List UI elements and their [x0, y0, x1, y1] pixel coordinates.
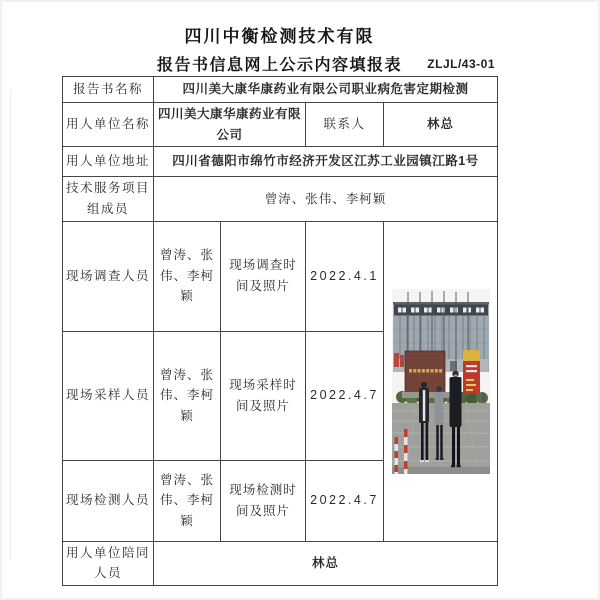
row-escort — [63, 541, 498, 585]
row-report-name — [63, 77, 498, 103]
survey-label: 现场调查人员 — [63, 221, 154, 331]
survey-date: 2022.4.1 — [306, 221, 384, 331]
row-employer-name — [63, 103, 498, 147]
sampling-date: 2022.4.7 — [306, 331, 384, 460]
report-name-label: 报告书名称 — [63, 77, 154, 103]
sampling-label: 现场采样人员 — [63, 331, 154, 460]
survey-staff: 曾涛、张伟、李柯颖 — [154, 221, 221, 331]
survey-time-label: 现场调查时间及照片 — [221, 221, 306, 331]
testing-label: 现场检测人员 — [63, 460, 154, 541]
report-info-table — [62, 76, 498, 586]
report-name-value: 四川美大康华康药业有限公司职业病危害定期检测 — [154, 77, 498, 103]
organization-title: 四川中衡检测技术有限 — [184, 27, 375, 46]
row-site-survey — [63, 221, 498, 331]
document-header — [62, 22, 497, 72]
testing-date: 2022.4.7 — [306, 460, 384, 541]
project-team-value: 曾涛、张伟、李柯颖 — [154, 177, 498, 221]
site-photo-cell — [384, 221, 498, 541]
row-project-team — [63, 177, 498, 221]
testing-staff: 曾涛、张伟、李柯颖 — [154, 460, 221, 541]
employer-address-value: 四川省德阳市绵竹市经济开发区江苏工业园镇江路1号 — [154, 147, 498, 177]
row-employer-address — [63, 147, 498, 177]
testing-time-label: 现场检测时间及照片 — [221, 460, 306, 541]
document-code: ZLJL/43-01 — [427, 57, 495, 71]
scan-edge-artifact — [10, 90, 11, 560]
escort-value: 林总 — [154, 541, 498, 585]
contact-value: 林总 — [384, 103, 498, 147]
project-team-label: 技术服务项目组成员 — [63, 177, 154, 221]
contact-label: 联系人 — [306, 103, 384, 147]
employer-name-label: 用人单位名称 — [63, 103, 154, 147]
sampling-staff: 曾涛、张伟、李柯颖 — [154, 331, 221, 460]
sampling-time-label: 现场采样时间及照片 — [221, 331, 306, 460]
escort-label: 用人单位陪同人员 — [63, 541, 154, 585]
employer-name-value: 四川美大康华康药业有限公司 — [154, 103, 306, 147]
employer-address-label: 用人单位地址 — [63, 147, 154, 177]
form-title: 报告书信息网上公示内容填报表 — [156, 57, 402, 74]
site-photo — [392, 289, 490, 474]
form-title-row — [62, 52, 497, 72]
